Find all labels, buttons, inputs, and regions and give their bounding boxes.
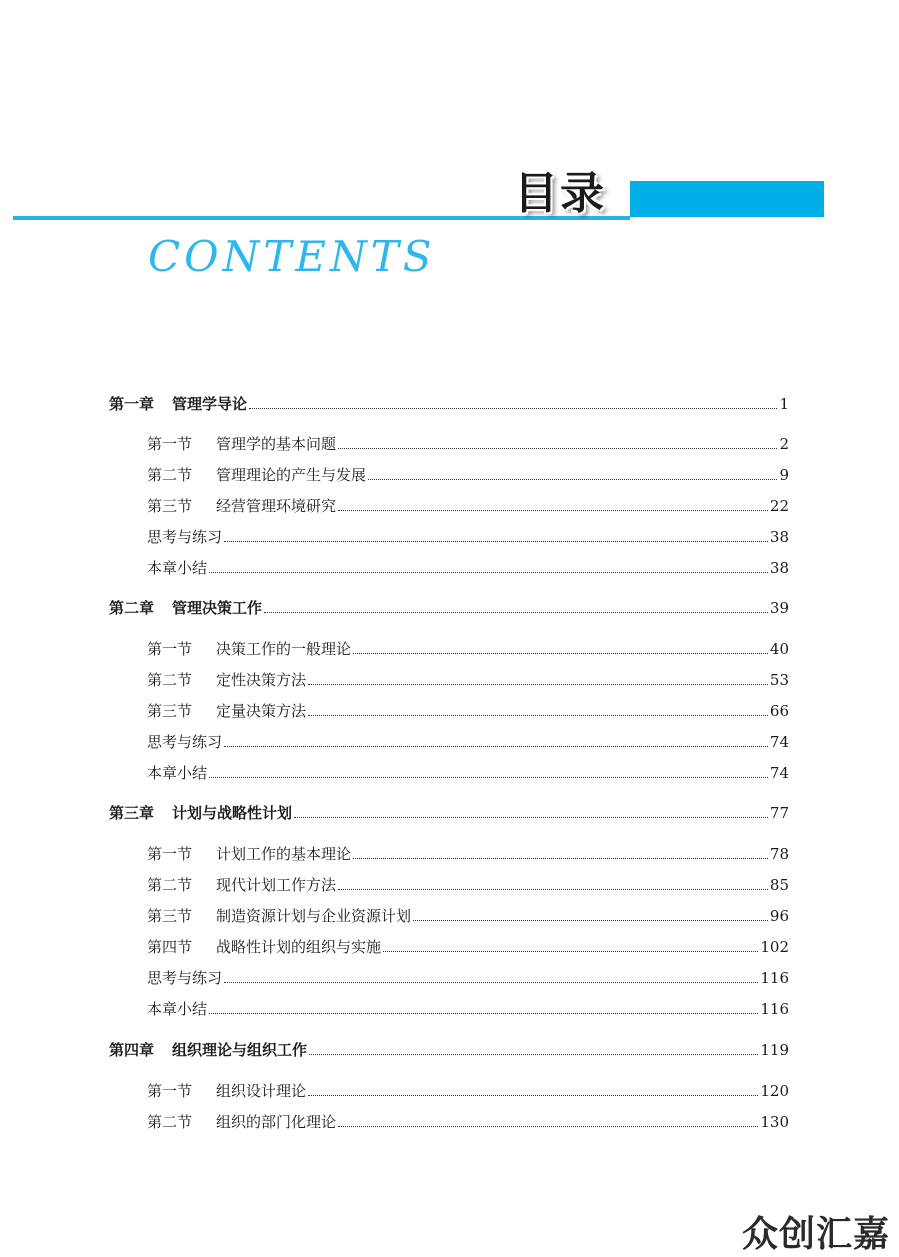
toc-section[interactable] xyxy=(147,936,789,958)
toc-page-number: 85 xyxy=(769,876,789,894)
toc-page-number: 40 xyxy=(769,640,789,658)
toc-leader-dots xyxy=(249,407,777,409)
toc-page-number: 74 xyxy=(769,733,789,751)
toc-section[interactable] xyxy=(147,669,789,691)
toc-leader-dots xyxy=(338,1125,758,1127)
toc-section-title: 组织设计理论 xyxy=(216,1082,307,1100)
toc-page-number: 22 xyxy=(769,497,789,515)
toc-section[interactable] xyxy=(147,1111,789,1133)
toc-chapter-title: 管理决策工作 xyxy=(172,599,263,617)
toc-leader-dots xyxy=(338,509,768,511)
page-subtitle: CONTENTS xyxy=(148,232,436,281)
toc-leader-dots xyxy=(413,919,768,921)
toc-leader-dots xyxy=(224,745,768,747)
toc-leader-dots xyxy=(309,1053,758,1055)
toc-section-number: 第二节 xyxy=(147,671,193,689)
toc-leader-dots xyxy=(353,857,768,859)
toc-section-title: 经营管理环境研究 xyxy=(216,497,337,515)
toc-section-number: 第三节 xyxy=(147,702,193,720)
toc-page-number: 38 xyxy=(769,559,789,577)
toc-page-number: 130 xyxy=(760,1113,789,1131)
toc-chapter-title: 计划与战略性计划 xyxy=(172,804,293,822)
toc-section-title: 制造资源计划与企业资源计划 xyxy=(216,907,412,925)
toc-summary[interactable] xyxy=(147,557,789,579)
toc-section-title: 定性决策方法 xyxy=(216,671,307,689)
toc-section-number: 第三节 xyxy=(147,497,193,515)
toc-leader-dots xyxy=(383,950,758,952)
toc-leader-dots xyxy=(308,683,768,685)
page-title: 目录 xyxy=(514,168,606,219)
toc-page-number: 53 xyxy=(769,671,789,689)
toc-section-title: 现代计划工作方法 xyxy=(216,876,337,894)
toc-leader-dots xyxy=(209,776,768,778)
toc-section-title: 决策工作的一般理论 xyxy=(216,640,352,658)
toc-page-number: 39 xyxy=(769,599,789,617)
toc-leader-dots xyxy=(224,540,768,542)
header-accent-block xyxy=(630,181,824,217)
toc-exercises[interactable] xyxy=(147,526,789,548)
toc-section-number: 第一节 xyxy=(147,845,193,863)
toc-leader-dots xyxy=(209,1012,758,1014)
toc-chapter-4[interactable] xyxy=(109,1039,789,1061)
toc-page-number: 119 xyxy=(760,1041,789,1059)
toc-section-title: 定量决策方法 xyxy=(216,702,307,720)
toc-page-number: 9 xyxy=(779,466,789,484)
toc-chapter-title: 组织理论与组织工作 xyxy=(172,1041,308,1059)
toc-leader-dots xyxy=(338,888,768,890)
toc-leader-dots xyxy=(294,816,768,818)
toc-page-number: 77 xyxy=(769,804,789,822)
toc-section-title: 战略性计划的组织与实施 xyxy=(216,938,382,956)
toc-page-number: 1 xyxy=(779,395,789,413)
toc-section[interactable] xyxy=(147,700,789,722)
watermark-logo: 众创汇嘉 xyxy=(742,1214,891,1255)
toc-section[interactable] xyxy=(147,874,789,896)
toc-page-number: 120 xyxy=(760,1082,789,1100)
toc-chapter-2[interactable] xyxy=(109,597,789,619)
toc-leader-dots xyxy=(353,652,768,654)
toc-summary[interactable] xyxy=(147,762,789,784)
toc-chapter-1[interactable] xyxy=(109,393,789,415)
toc-exercises[interactable] xyxy=(147,967,789,989)
toc-section-title: 思考与练习 xyxy=(147,969,223,987)
toc-section-title: 本章小结 xyxy=(147,764,208,782)
toc-section[interactable] xyxy=(147,905,789,927)
toc-leader-dots xyxy=(308,1094,758,1096)
toc-section[interactable] xyxy=(147,638,789,660)
toc-summary[interactable] xyxy=(147,998,789,1020)
toc-page-number: 2 xyxy=(779,435,789,453)
toc-section-title: 本章小结 xyxy=(147,1000,208,1018)
toc-leader-dots xyxy=(209,571,768,573)
toc-section[interactable] xyxy=(147,464,789,486)
toc-section-number: 第一节 xyxy=(147,640,193,658)
toc-page-number: 102 xyxy=(760,938,789,956)
toc-section-number: 第三节 xyxy=(147,907,193,925)
toc-leader-dots xyxy=(264,611,768,613)
toc-leader-dots xyxy=(338,447,777,449)
toc-chapter-title: 管理学导论 xyxy=(172,395,248,413)
toc-section[interactable] xyxy=(147,495,789,517)
toc-chapter-number: 第一章 xyxy=(109,395,155,413)
toc-page-number: 96 xyxy=(769,907,789,925)
toc-leader-dots xyxy=(224,981,758,983)
toc-section[interactable] xyxy=(147,843,789,865)
toc-section-number: 第二节 xyxy=(147,876,193,894)
toc-section-title: 计划工作的基本理论 xyxy=(216,845,352,863)
toc-chapter-number: 第二章 xyxy=(109,599,155,617)
toc-leader-dots xyxy=(308,714,768,716)
toc-page-number: 116 xyxy=(760,969,789,987)
toc-exercises[interactable] xyxy=(147,731,789,753)
toc-section[interactable] xyxy=(147,1080,789,1102)
toc-page-number: 116 xyxy=(760,1000,789,1018)
toc-section-title: 管理理论的产生与发展 xyxy=(216,466,367,484)
toc-page-number: 74 xyxy=(769,764,789,782)
toc-section-number: 第二节 xyxy=(147,1113,193,1131)
toc-section-title: 本章小结 xyxy=(147,559,208,577)
toc-section-title: 管理学的基本问题 xyxy=(216,435,337,453)
toc-page-number: 38 xyxy=(769,528,789,546)
toc-chapter-number: 第四章 xyxy=(109,1041,155,1059)
toc-section-number: 第一节 xyxy=(147,435,193,453)
toc-section-title: 思考与练习 xyxy=(147,528,223,546)
toc-chapter-3[interactable] xyxy=(109,802,789,824)
toc-chapter-number: 第三章 xyxy=(109,804,155,822)
toc-section-number: 第一节 xyxy=(147,1082,193,1100)
toc-section-number: 第四节 xyxy=(147,938,193,956)
toc-leader-dots xyxy=(368,478,777,480)
toc-page-number: 78 xyxy=(769,845,789,863)
toc-section[interactable] xyxy=(147,433,789,455)
toc-section-title: 组织的部门化理论 xyxy=(216,1113,337,1131)
toc-section-number: 第二节 xyxy=(147,466,193,484)
toc-page-number: 66 xyxy=(769,702,789,720)
toc-section-title: 思考与练习 xyxy=(147,733,223,751)
